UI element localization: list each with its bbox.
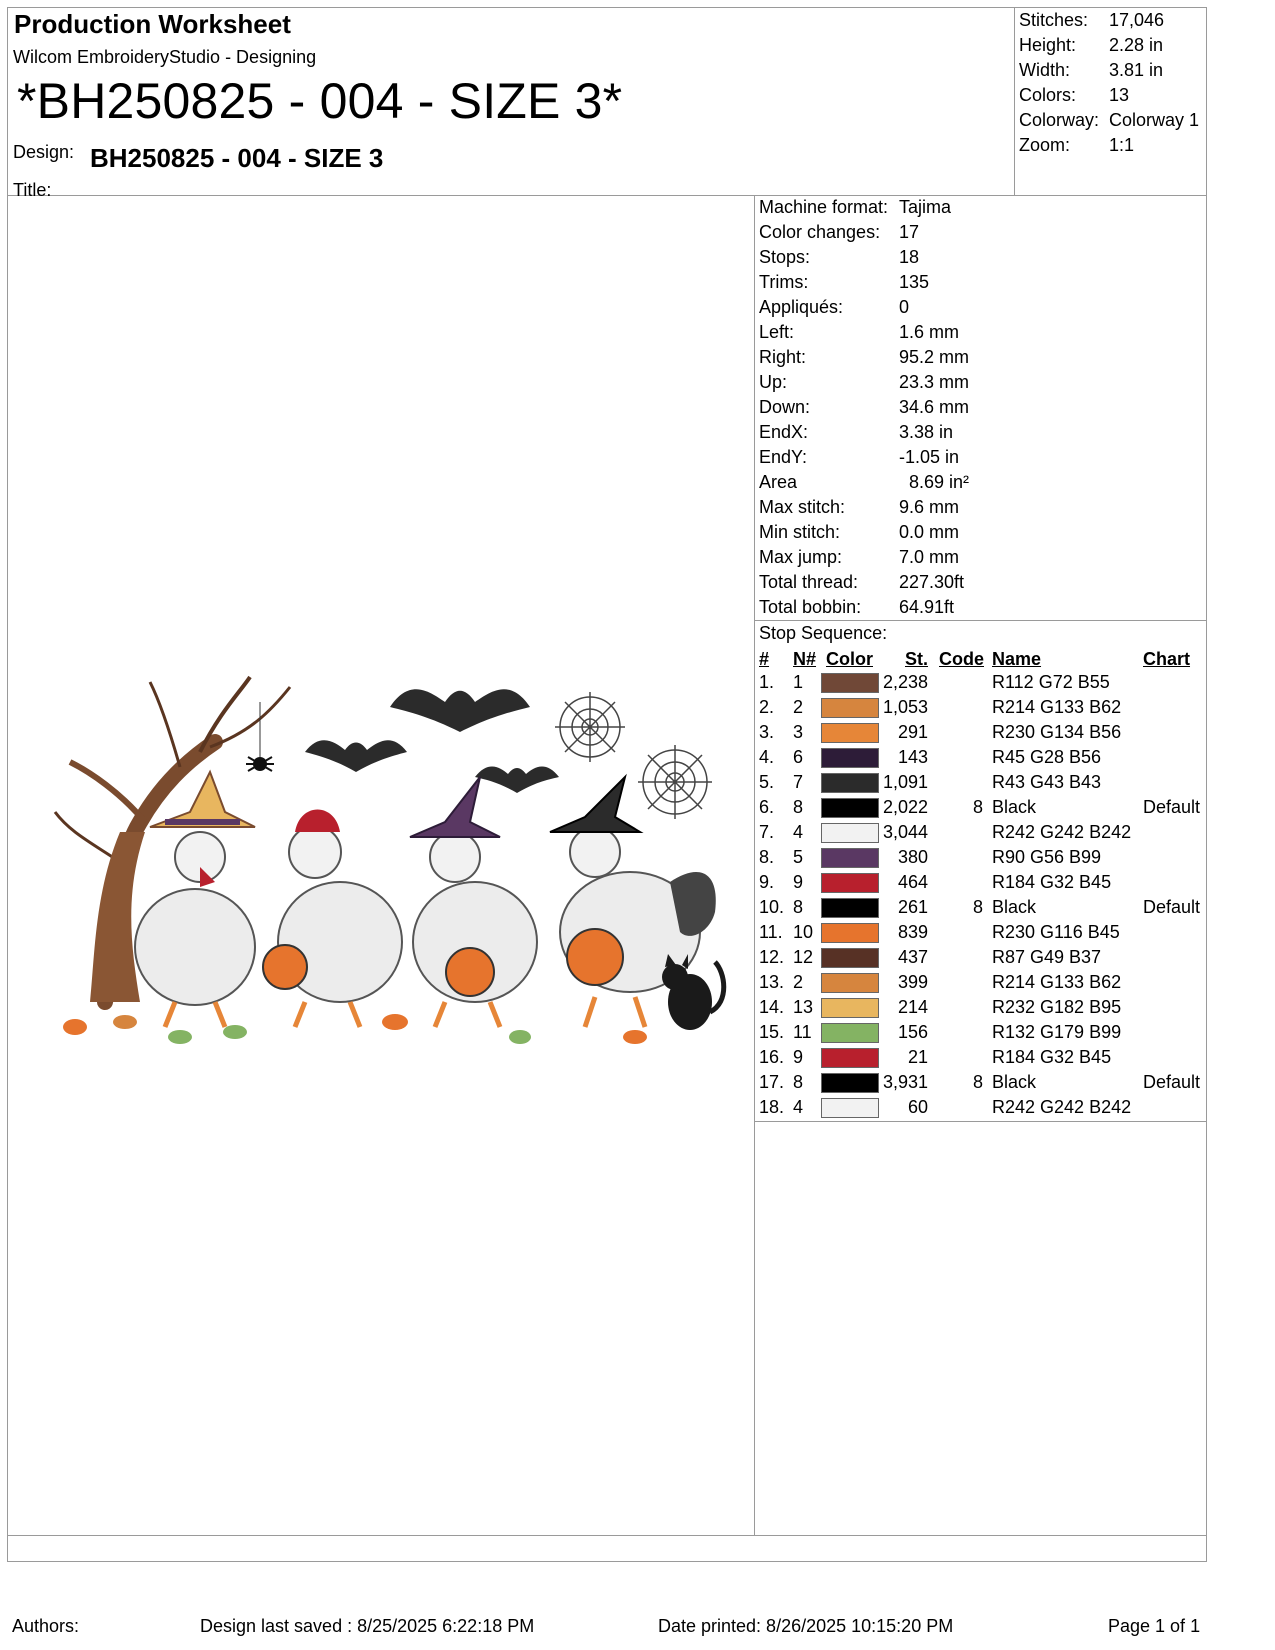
- col-header-name: Name: [992, 649, 1042, 669]
- color-swatch: [821, 1098, 879, 1118]
- row-name: R45 G28 B56: [992, 747, 1102, 767]
- machine-label: Max stitch:: [759, 497, 846, 517]
- color-swatch: [821, 1073, 879, 1093]
- col-header-needle: N#: [793, 649, 817, 669]
- row-stitches: 1,053: [882, 697, 928, 717]
- machine-value: 64.91ft: [899, 597, 955, 617]
- row-name: Black: [992, 897, 1037, 917]
- summary-label: Colors:: [1019, 85, 1077, 105]
- row-index: 7.: [759, 822, 775, 842]
- summary-label: Zoom:: [1019, 135, 1071, 155]
- row-index: 18.: [759, 1097, 785, 1117]
- machine-value: 18: [899, 247, 920, 267]
- color-swatch: [821, 798, 879, 818]
- row-name: R132 G179 B99: [992, 1022, 1122, 1042]
- summary-value: Colorway 1: [1109, 110, 1200, 130]
- machine-value: 135: [899, 272, 930, 292]
- row-index: 9.: [759, 872, 775, 892]
- machine-value: 227.30ft: [899, 572, 965, 592]
- row-needle: 13: [793, 997, 814, 1017]
- row-needle: 7: [793, 772, 804, 792]
- machine-value: 17: [899, 222, 920, 242]
- row-needle: 10: [793, 922, 814, 942]
- row-name: Black: [992, 797, 1037, 817]
- footer-page-number: Page 1 of 1: [1108, 1616, 1201, 1636]
- row-stitches: 156: [897, 1022, 928, 1042]
- summary-value: 1:1: [1109, 135, 1135, 155]
- summary-divider: [1014, 7, 1015, 195]
- row-stitches: 380: [897, 847, 928, 867]
- col-header-index: #: [759, 649, 770, 669]
- color-swatch: [821, 948, 879, 968]
- col-header-chart: Chart: [1143, 649, 1191, 669]
- row-stitches: 261: [897, 897, 928, 917]
- row-name: R232 G182 B95: [992, 997, 1122, 1017]
- color-swatch: [821, 998, 879, 1018]
- machine-value: 0.0 mm: [899, 522, 960, 542]
- row-index: 10.: [759, 897, 785, 917]
- color-swatch: [821, 748, 879, 768]
- row-name: Black: [992, 1072, 1037, 1092]
- row-index: 3.: [759, 722, 775, 742]
- bat-illustration: [305, 689, 559, 793]
- row-index: 1.: [759, 672, 775, 692]
- row-needle: 2: [793, 697, 804, 717]
- color-swatch: [821, 698, 879, 718]
- machine-value: 34.6 mm: [899, 397, 970, 417]
- machine-value: 8.69 in²: [899, 472, 970, 492]
- row-stitches: 399: [897, 972, 928, 992]
- row-needle: 4: [793, 1097, 804, 1117]
- machine-label: Appliqués:: [759, 297, 844, 317]
- row-needle: 11: [793, 1022, 812, 1042]
- summary-value: 17,046: [1109, 10, 1165, 30]
- row-name: R112 G72 B55: [992, 672, 1110, 692]
- design-value: BH250825 - 004 - SIZE 3: [90, 143, 384, 173]
- color-swatch: [821, 823, 879, 843]
- row-name: R230 G134 B56: [992, 722, 1122, 742]
- col-header-stitches: St.: [905, 649, 929, 669]
- machine-value: 7.0 mm: [899, 547, 960, 567]
- machine-label: Total bobbin:: [759, 597, 862, 617]
- row-index: 13.: [759, 972, 785, 992]
- row-index: 12.: [759, 947, 785, 967]
- row-needle: 2: [793, 972, 804, 992]
- machine-label: Machine format:: [759, 197, 889, 217]
- software-name: Wilcom EmbroideryStudio - Designing: [13, 47, 317, 67]
- machine-value: 23.3 mm: [899, 372, 970, 392]
- color-swatch: [821, 673, 879, 693]
- row-index: 5.: [759, 772, 775, 792]
- design-label: Design:: [13, 142, 75, 162]
- row-stitches: 464: [897, 872, 928, 892]
- machine-label: Stops:: [759, 247, 811, 267]
- row-stitches: 2,238: [882, 672, 928, 692]
- machine-label: Right:: [759, 347, 807, 367]
- col-header-color: Color: [826, 649, 873, 669]
- machine-value: 0: [899, 297, 910, 317]
- row-code: 8: [972, 897, 983, 917]
- footer-last-saved: Design last saved : 8/25/2025 6:22:18 PM: [200, 1616, 535, 1636]
- cat-illustration: [662, 954, 724, 1030]
- row-stitches: 3,931: [882, 1072, 928, 1092]
- machine-label: Area: [759, 472, 798, 492]
- chicken-illustration: [135, 772, 716, 1027]
- row-name: R214 G133 B62: [992, 697, 1122, 717]
- color-swatch: [821, 1023, 879, 1043]
- row-code: 8: [972, 797, 983, 817]
- spider-illustration: [246, 702, 274, 771]
- row-stitches: 214: [897, 997, 928, 1017]
- design-heading: *BH250825 - 004 - SIZE 3*: [17, 73, 623, 129]
- summary-label: Height:: [1019, 35, 1077, 55]
- row-index: 2.: [759, 697, 775, 717]
- machine-label: Min stitch:: [759, 522, 841, 542]
- machine-label: EndX:: [759, 422, 809, 442]
- row-stitches: 291: [897, 722, 928, 742]
- stop-sequence-title: Stop Sequence:: [759, 623, 888, 643]
- row-needle: 4: [793, 822, 804, 842]
- summary-label: Stitches:: [1019, 10, 1089, 30]
- row-name: R230 G116 B45: [992, 922, 1120, 942]
- row-name: R184 G32 B45: [992, 1047, 1112, 1067]
- col-header-code: Code: [939, 649, 984, 669]
- machine-label: Trims:: [759, 272, 809, 292]
- machine-value: 3.38 in: [899, 422, 954, 442]
- row-stitches: 2,022: [882, 797, 928, 817]
- title-label: Title:: [13, 180, 52, 200]
- summary-value: 3.81 in: [1109, 60, 1164, 80]
- row-name: R87 G49 B37: [992, 947, 1102, 967]
- row-index: 16.: [759, 1047, 785, 1067]
- row-chart: Default: [1143, 797, 1201, 817]
- summary-label: Width:: [1019, 60, 1071, 80]
- row-code: 8: [972, 1072, 983, 1092]
- row-stitches: 1,091: [882, 772, 928, 792]
- row-index: 4.: [759, 747, 775, 767]
- color-swatch: [821, 773, 879, 793]
- row-stitches: 143: [897, 747, 928, 767]
- row-name: R90 G56 B99: [992, 847, 1102, 867]
- machine-divider: [754, 620, 1207, 621]
- row-needle: 8: [793, 1072, 804, 1092]
- machine-value: 1.6 mm: [899, 322, 960, 342]
- summary-value: 13: [1109, 85, 1130, 105]
- page-title: Production Worksheet: [14, 9, 291, 39]
- row-name: R184 G32 B45: [992, 872, 1112, 892]
- color-swatch: [821, 973, 879, 993]
- row-stitches: 3,044: [882, 822, 928, 842]
- machine-label: Total thread:: [759, 572, 859, 592]
- row-chart: Default: [1143, 1072, 1201, 1092]
- color-swatch: [821, 1048, 879, 1068]
- row-index: 8.: [759, 847, 775, 867]
- row-index: 14.: [759, 997, 785, 1017]
- color-swatch: [821, 873, 879, 893]
- embroidery-preview: [50, 672, 760, 1107]
- row-needle: 9: [793, 1047, 804, 1067]
- row-needle: 6: [793, 747, 804, 767]
- machine-value: Tajima: [899, 197, 952, 217]
- color-swatch: [821, 898, 879, 918]
- row-needle: 1: [793, 672, 804, 692]
- row-needle: 5: [793, 847, 804, 867]
- footer-divider: [7, 1535, 1207, 1536]
- row-index: 6.: [759, 797, 775, 817]
- row-stitches: 21: [907, 1047, 928, 1067]
- row-name: R242 G242 B242: [992, 1097, 1132, 1117]
- summary-value: 2.28 in: [1109, 35, 1164, 55]
- row-needle: 9: [793, 872, 804, 892]
- row-chart: Default: [1143, 897, 1201, 917]
- machine-label: Up:: [759, 372, 788, 392]
- machine-label: Left:: [759, 322, 795, 342]
- footer-date-printed: Date printed: 8/26/2025 10:15:20 PM: [658, 1616, 954, 1636]
- row-name: R242 G242 B242: [992, 822, 1132, 842]
- footer-authors: Authors:: [12, 1616, 80, 1636]
- row-needle: 8: [793, 897, 804, 917]
- color-swatch: [821, 923, 879, 943]
- machine-label: Down:: [759, 397, 811, 417]
- machine-label: EndY:: [759, 447, 808, 467]
- machine-value: -1.05 in: [899, 447, 960, 467]
- machine-label: Max jump:: [759, 547, 843, 567]
- machine-value: 9.6 mm: [899, 497, 960, 517]
- color-swatch: [821, 723, 879, 743]
- row-name: R43 G43 B43: [992, 772, 1102, 792]
- row-needle: 8: [793, 797, 804, 817]
- row-needle: 12: [793, 947, 814, 967]
- row-stitches: 437: [897, 947, 928, 967]
- spider-web-illustration: [555, 692, 712, 819]
- row-stitches: 60: [907, 1097, 928, 1117]
- machine-value: 95.2 mm: [899, 347, 970, 367]
- sequence-divider: [754, 1121, 1207, 1122]
- row-needle: 3: [793, 722, 804, 742]
- row-index: 15.: [759, 1022, 785, 1042]
- header-divider: [7, 195, 1207, 196]
- summary-label: Colorway:: [1019, 110, 1100, 130]
- row-index: 17.: [759, 1072, 785, 1092]
- row-stitches: 839: [897, 922, 928, 942]
- row-index: 11.: [759, 922, 783, 942]
- row-name: R214 G133 B62: [992, 972, 1122, 992]
- machine-label: Color changes:: [759, 222, 881, 242]
- color-swatch: [821, 848, 879, 868]
